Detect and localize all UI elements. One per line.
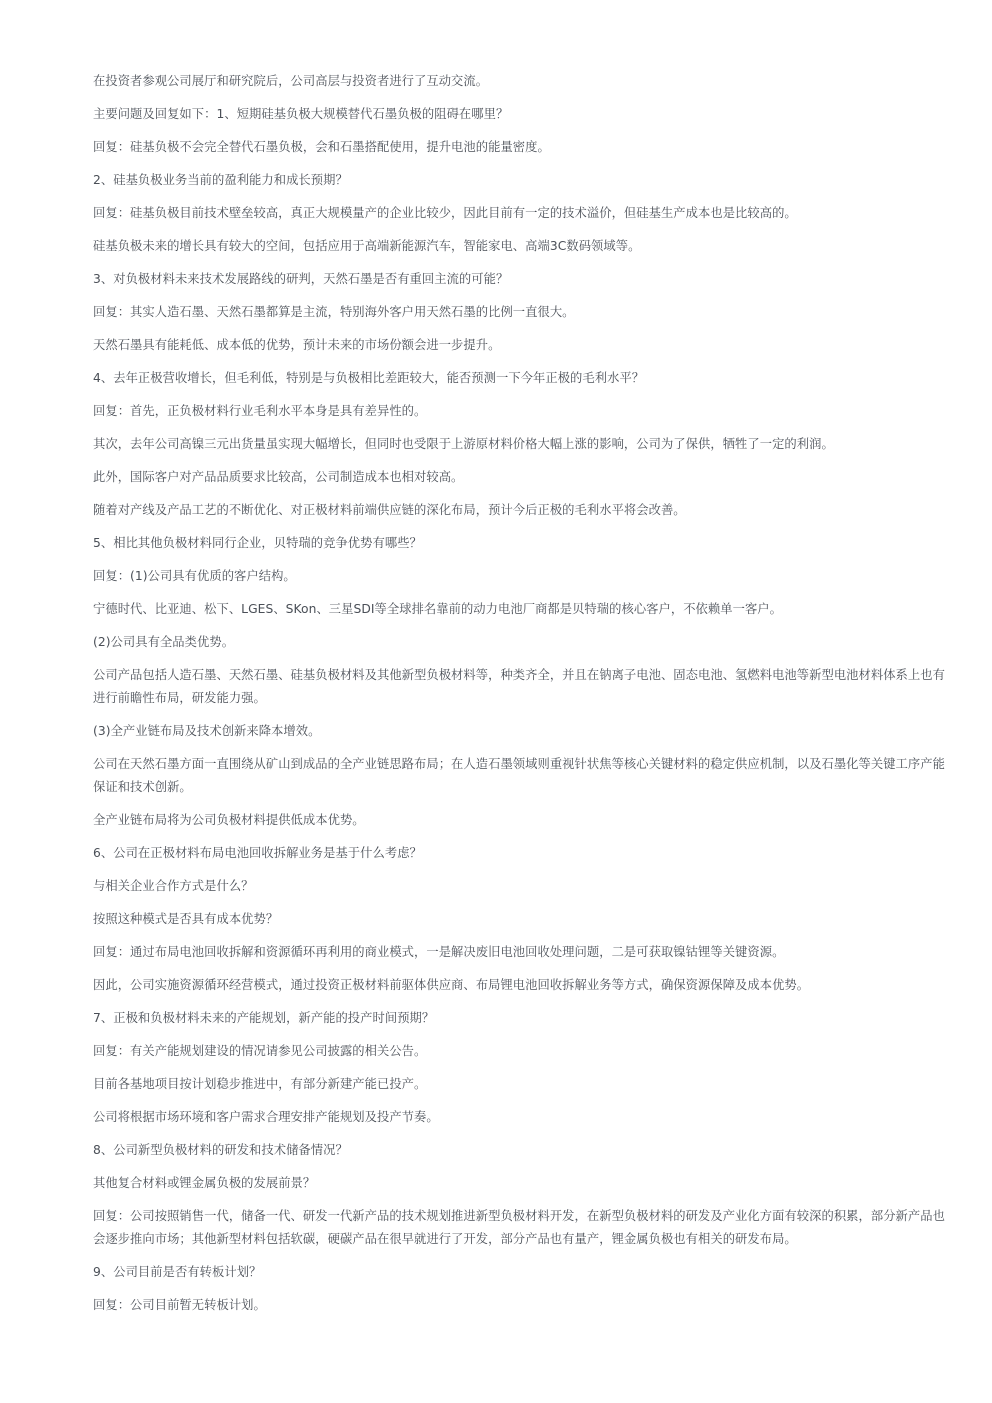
question-6-part-2: 与相关企业合作方式是什么？ — [93, 879, 254, 893]
question-7: 7、正极和负极材料未来的产能规划，新产能的投产时间预期？ — [93, 1011, 435, 1025]
answer-7-part-3: 公司将根据市场环境和客户需求合理安排产能规划及投产节奏。 — [93, 1110, 439, 1124]
question-8-part-1: 8、公司新型负极材料的研发和技术储备情况？ — [93, 1143, 348, 1157]
answer-5-part-2: 宁德时代、比亚迪、松下、LGES、SKon、三星SDI等全球排名靠前的动力电池厂商都是贝特瑞的核心客户，不依赖单一客户。 — [93, 602, 782, 616]
answer-3-part-2: 天然石墨具有能耗低、成本低的优势，预计未来的市场份额会进一步提升。 — [93, 338, 501, 352]
answer-4-part-3: 此外，国际客户对产品品质要求比较高，公司制造成本也相对较高。 — [93, 470, 464, 484]
answer-2-part-2: 硅基负极未来的增长具有较大的空间，包括应用于高端新能源汽车，智能家电、高端3C数码领域等。 — [93, 239, 641, 253]
answer-2-part-1: 回复：硅基负极目前技术壁垒较高，真正大规模量产的企业比较少，因此目前有一定的技术溢价，但硅基生产成本也是比较高的。 — [93, 206, 797, 220]
answer-4-part-2: 其次，去年公司高镍三元出货量虽实现大幅增长，但同时也受限于上游原材料价格大幅上涨的影响，公司为了保供，牺牲了一定的利润。 — [93, 437, 834, 451]
question-9: 9、公司目前是否有转板计划？ — [93, 1265, 262, 1279]
answer-6-part-2: 因此，公司实施资源循环经营模式，通过投资正极材料前驱体供应商、布局锂电池回收拆解业务等方式，确保资源保障及成本优势。 — [93, 978, 810, 992]
question-2: 2、硅基负极业务当前的盈利能力和成长预期？ — [93, 173, 348, 187]
answer-5-part-7: 全产业链布局将为公司负极材料提供低成本优势。 — [93, 813, 365, 827]
answer-8: 回复：公司按照销售一代，储备一代、研发一代新产品的技术规划推进新型负极材料开发，在新型负极材料的研发及产业化方面有较深的积累，部分新产品也会逐步推向市场；其他新型材料包括软碳，硬碳产品在很早就进行了开发，部分产品也有量产，锂金属负极也有相关的研发布局。 — [93, 1209, 945, 1246]
answer-5-part-6: 公司在天然石墨方面一直围绕从矿山到成品的全产业链思路布局；在人造石墨领域则重视针状焦等核心关键材料的稳定供应机制，以及石墨化等关键工序产能保证和技术创新。 — [93, 757, 945, 794]
answer-5-part-1: 回复：(1)公司具有优质的客户结构。 — [93, 569, 296, 583]
answer-5-part-5: (3)全产业链布局及技术创新来降本增效。 — [93, 724, 321, 738]
question-3: 3、对负极材料未来技术发展路线的研判，天然石墨是否有重回主流的可能？ — [93, 272, 509, 286]
answer-1: 回复：硅基负极不会完全替代石墨负极，会和石墨搭配使用，提升电池的能量密度。 — [93, 140, 550, 154]
answer-5-part-4: 公司产品包括人造石墨、天然石墨、硅基负极材料及其他新型负极材料等，种类齐全，并且在钠离子电池、固态电池、氢燃料电池等新型电池材料体系上也有进行前瞻性布局，研发能力强。 — [93, 668, 945, 705]
question-6-part-3: 按照这种模式是否具有成本优势？ — [93, 912, 279, 926]
document-body — [93, 70, 945, 1327]
answer-9: 回复：公司目前暂无转板计划。 — [93, 1298, 266, 1312]
answer-3-part-1: 回复：其实人造石墨、天然石墨都算是主流，特别海外客户用天然石墨的比例一直很大。 — [93, 305, 575, 319]
answer-7-part-1: 回复：有关产能规划建设的情况请参见公司披露的相关公告。 — [93, 1044, 427, 1058]
answer-4-part-1: 回复：首先，正负极材料行业毛利水平本身是具有差异性的。 — [93, 404, 427, 418]
question-5: 5、相比其他负极材料同行企业，贝特瑞的竞争优势有哪些？ — [93, 536, 422, 550]
question-8-part-2: 其他复合材料或锂金属负极的发展前景？ — [93, 1176, 316, 1190]
answer-4-part-4: 随着对产线及产品工艺的不断优化、对正极材料前端供应链的深化布局，预计今后正极的毛利水平将会改善。 — [93, 503, 686, 517]
question-6-part-1: 6、公司在正极材料布局电池回收拆解业务是基于什么考虑？ — [93, 846, 422, 860]
question-4: 4、去年正极营收增长，但毛利低，特别是与负极相比差距较大，能否预测一下今年正极的毛利水平？ — [93, 371, 645, 385]
question-1: 主要问题及回复如下：1、短期硅基负极大规模替代石墨负极的阻碍在哪里？ — [93, 107, 509, 121]
answer-5-part-3: (2)公司具有全品类优势。 — [93, 635, 235, 649]
answer-7-part-2: 目前各基地项目按计划稳步推进中，有部分新建产能已投产。 — [93, 1077, 427, 1091]
answer-6-part-1: 回复：通过布局电池回收拆解和资源循环再利用的商业模式，一是解决废旧电池回收处理问题，二是可获取镍钴锂等关键资源。 — [93, 945, 785, 959]
intro-paragraph: 在投资者参观公司展厅和研究院后，公司高层与投资者进行了互动交流。 — [93, 74, 489, 88]
